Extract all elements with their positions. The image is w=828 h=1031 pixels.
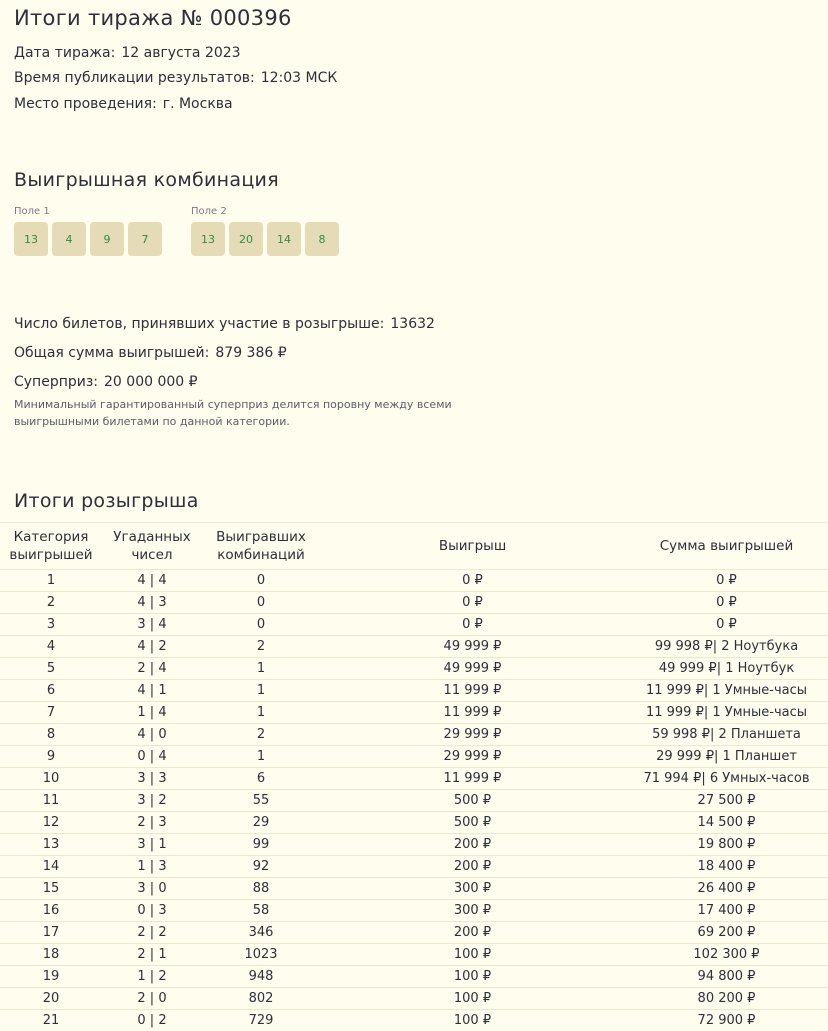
combinations-cell: 58: [202, 900, 320, 922]
guessed-cell: 4 | 0: [102, 724, 202, 746]
category-cell: 15: [0, 878, 102, 900]
guessed-cell: 1 | 3: [102, 856, 202, 878]
total-cell: 14 500 ₽: [625, 812, 828, 834]
guessed-cell: 0 | 3: [102, 900, 202, 922]
prize-cell: 49 999 ₽: [320, 658, 625, 680]
table-row: [0, 702, 828, 724]
category-cell: 11: [0, 790, 102, 812]
prize-cell: 200 ₽: [320, 856, 625, 878]
total-cell: 17 400 ₽: [625, 900, 828, 922]
prize-cell: 200 ₽: [320, 922, 625, 944]
winning-combination-heading: Выигрышная комбинация: [14, 169, 279, 191]
superprize-label: Суперприз:: [14, 374, 98, 390]
combinations-cell: 729: [202, 1010, 320, 1031]
results-table: [0, 522, 828, 1031]
table-row: [0, 922, 828, 944]
table-header-row: [0, 523, 828, 570]
table-row: [0, 966, 828, 988]
table-row: [0, 746, 828, 768]
header-guessed: Угаданных чисел: [102, 523, 202, 570]
table-row: [0, 724, 828, 746]
total-cell: 102 300 ₽: [625, 944, 828, 966]
prize-cell: 11 999 ₽: [320, 702, 625, 724]
table-row: [0, 834, 828, 856]
prize-cell: 200 ₽: [320, 834, 625, 856]
guessed-cell: 3 | 2: [102, 790, 202, 812]
combinations-cell: 6: [202, 768, 320, 790]
ball: 7: [128, 222, 162, 256]
combinations-cell: 802: [202, 988, 320, 1010]
category-cell: 7: [0, 702, 102, 724]
combinations-cell: 55: [202, 790, 320, 812]
total-cell: 49 999 ₽| 1 Ноутбук: [625, 658, 828, 680]
category-cell: 5: [0, 658, 102, 680]
table-row: [0, 570, 828, 592]
total-cell: 0 ₽: [625, 570, 828, 592]
prize-cell: 0 ₽: [320, 614, 625, 636]
category-cell: 10: [0, 768, 102, 790]
total-cell: 71 994 ₽| 6 Умных-часов: [625, 768, 828, 790]
guessed-cell: 2 | 1: [102, 944, 202, 966]
guessed-cell: 1 | 2: [102, 966, 202, 988]
superprize-value: 20 000 000 ₽: [104, 374, 198, 390]
guessed-cell: 3 | 0: [102, 878, 202, 900]
combinations-cell: 0: [202, 614, 320, 636]
draw-date-label: Дата тиража:: [14, 45, 115, 61]
superprize-note: Минимальный гарантированный суперприз делится поровну между всеми выигрышными билетами по данной категории.: [14, 396, 484, 430]
total-cell: 94 800 ₽: [625, 966, 828, 988]
ball: 8: [305, 222, 339, 256]
prize-cell: 11 999 ₽: [320, 680, 625, 702]
guessed-cell: 0 | 4: [102, 746, 202, 768]
field2-numbers: [191, 222, 339, 256]
combinations-cell: 29: [202, 812, 320, 834]
category-cell: 6: [0, 680, 102, 702]
table-row: [0, 812, 828, 834]
category-cell: 3: [0, 614, 102, 636]
guessed-cell: 3 | 4: [102, 614, 202, 636]
total-winnings-label: Общая сумма выигрышей:: [14, 345, 209, 361]
category-cell: 20: [0, 988, 102, 1010]
table-row: [0, 658, 828, 680]
guessed-cell: 4 | 4: [102, 570, 202, 592]
category-cell: 2: [0, 592, 102, 614]
field1-label: Поле 1: [14, 206, 50, 217]
table-row: [0, 856, 828, 878]
header-prize: Выигрыш: [320, 523, 625, 570]
total-cell: 59 998 ₽| 2 Планшета: [625, 724, 828, 746]
prize-cell: 11 999 ₽: [320, 768, 625, 790]
ball: 4: [52, 222, 86, 256]
prize-cell: 49 999 ₽: [320, 636, 625, 658]
header-category: Категория выигрышей: [0, 523, 102, 570]
draw-date-line: [14, 45, 241, 61]
header-winning-combinations: Выигравших комбинаций: [202, 523, 320, 570]
combinations-cell: 346: [202, 922, 320, 944]
prize-cell: 100 ₽: [320, 944, 625, 966]
ball: 20: [229, 222, 263, 256]
prize-cell: 29 999 ₽: [320, 724, 625, 746]
ball: 13: [14, 222, 48, 256]
table-row: [0, 944, 828, 966]
category-cell: 21: [0, 1010, 102, 1031]
prize-cell: 100 ₽: [320, 1010, 625, 1031]
publish-time-value: 12:03 МСК: [261, 70, 338, 86]
category-cell: 9: [0, 746, 102, 768]
venue-label: Место проведения:: [14, 96, 157, 112]
venue-line: [14, 96, 233, 112]
combinations-cell: 0: [202, 592, 320, 614]
total-cell: 11 999 ₽| 1 Умные-часы: [625, 702, 828, 724]
combinations-cell: 2: [202, 636, 320, 658]
page-title: Итоги тиража № 000396: [14, 6, 292, 30]
results-table-body: [0, 570, 828, 1031]
publish-time-label: Время публикации результатов:: [14, 70, 255, 86]
guessed-cell: 4 | 2: [102, 636, 202, 658]
draw-date-value: 12 августа 2023: [121, 45, 240, 61]
ball: 13: [191, 222, 225, 256]
total-winnings-value: 879 386 ₽: [215, 345, 286, 361]
table-row: [0, 614, 828, 636]
prize-cell: 500 ₽: [320, 790, 625, 812]
category-cell: 19: [0, 966, 102, 988]
table-row: [0, 988, 828, 1010]
table-row: [0, 900, 828, 922]
guessed-cell: 2 | 4: [102, 658, 202, 680]
category-cell: 14: [0, 856, 102, 878]
field2-label: Поле 2: [191, 206, 227, 217]
combinations-cell: 948: [202, 966, 320, 988]
table-row: [0, 1010, 828, 1031]
prize-cell: 500 ₽: [320, 812, 625, 834]
table-row: [0, 768, 828, 790]
field1-numbers: [14, 222, 162, 256]
total-cell: 18 400 ₽: [625, 856, 828, 878]
combinations-cell: 88: [202, 878, 320, 900]
table-row: [0, 592, 828, 614]
category-cell: 8: [0, 724, 102, 746]
table-row: [0, 878, 828, 900]
table-row: [0, 636, 828, 658]
total-cell: 0 ₽: [625, 614, 828, 636]
table-row: [0, 680, 828, 702]
tickets-count-line: [14, 316, 435, 332]
guessed-cell: 1 | 4: [102, 702, 202, 724]
guessed-cell: 3 | 3: [102, 768, 202, 790]
venue-value: г. Москва: [163, 96, 233, 112]
combinations-cell: 92: [202, 856, 320, 878]
total-cell: 80 200 ₽: [625, 988, 828, 1010]
publish-time-line: [14, 70, 337, 86]
total-cell: 0 ₽: [625, 592, 828, 614]
combinations-cell: 2: [202, 724, 320, 746]
category-cell: 17: [0, 922, 102, 944]
total-cell: 26 400 ₽: [625, 878, 828, 900]
guessed-cell: 4 | 1: [102, 680, 202, 702]
combinations-cell: 1023: [202, 944, 320, 966]
prize-cell: 0 ₽: [320, 592, 625, 614]
tickets-count-label: Число билетов, принявших участие в розыгрыше:: [14, 316, 384, 332]
combinations-cell: 1: [202, 702, 320, 724]
category-cell: 12: [0, 812, 102, 834]
prize-cell: 0 ₽: [320, 570, 625, 592]
prize-cell: 300 ₽: [320, 878, 625, 900]
combinations-cell: 1: [202, 658, 320, 680]
category-cell: 4: [0, 636, 102, 658]
guessed-cell: 2 | 2: [102, 922, 202, 944]
category-cell: 18: [0, 944, 102, 966]
total-cell: 27 500 ₽: [625, 790, 828, 812]
results-heading: Итоги розыгрыша: [14, 490, 199, 512]
guessed-cell: 2 | 3: [102, 812, 202, 834]
prize-cell: 100 ₽: [320, 966, 625, 988]
tickets-count-value: 13632: [390, 316, 435, 332]
prize-cell: 29 999 ₽: [320, 746, 625, 768]
superprize-line: [14, 374, 198, 390]
total-cell: 11 999 ₽| 1 Умные-часы: [625, 680, 828, 702]
total-cell: 72 900 ₽: [625, 1010, 828, 1031]
total-cell: 99 998 ₽| 2 Ноутбука: [625, 636, 828, 658]
ball: 9: [90, 222, 124, 256]
combinations-cell: 0: [202, 570, 320, 592]
combinations-cell: 99: [202, 834, 320, 856]
ball: 14: [267, 222, 301, 256]
guessed-cell: 2 | 0: [102, 988, 202, 1010]
guessed-cell: 3 | 1: [102, 834, 202, 856]
guessed-cell: 0 | 2: [102, 1010, 202, 1031]
table-row: [0, 790, 828, 812]
prize-cell: 100 ₽: [320, 988, 625, 1010]
combinations-cell: 1: [202, 680, 320, 702]
guessed-cell: 4 | 3: [102, 592, 202, 614]
category-cell: 1: [0, 570, 102, 592]
category-cell: 16: [0, 900, 102, 922]
prize-cell: 300 ₽: [320, 900, 625, 922]
header-total: Сумма выигрышей: [625, 523, 828, 570]
category-cell: 13: [0, 834, 102, 856]
combinations-cell: 1: [202, 746, 320, 768]
total-cell: 19 800 ₽: [625, 834, 828, 856]
total-winnings-line: [14, 345, 287, 361]
total-cell: 29 999 ₽| 1 Планшет: [625, 746, 828, 768]
total-cell: 69 200 ₽: [625, 922, 828, 944]
